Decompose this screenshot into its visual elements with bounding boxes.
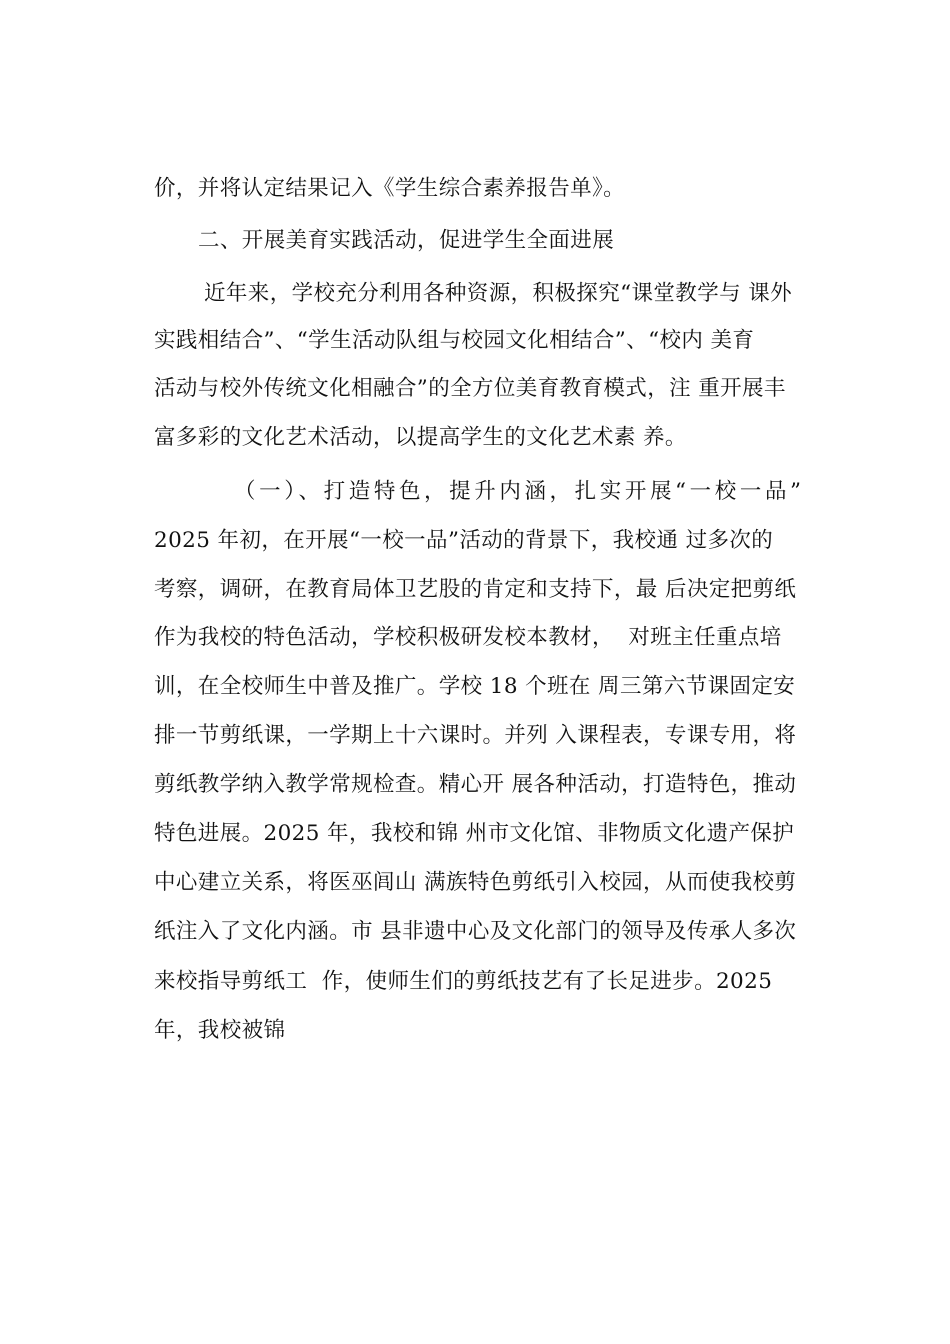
text-line: 考察，调研，在教育局体卫艺股的肯定和支持下，最 后决定把剪纸 bbox=[154, 577, 797, 602]
text-line: 作为我校的特色活动，学校积极研发校本教材， 对班主任重点培 bbox=[154, 625, 782, 650]
text-line: 排一节剪纸课，一学期上十六课时。并列 入课程表，专课专用，将 bbox=[154, 723, 797, 748]
text-line: 特色进展。2025 年，我校和锦 州市文化馆、非物质文化遗产保护 bbox=[154, 821, 795, 846]
text-line: 2025 年初，在开展“一校一品”活动的背景下，我校通 过多次的 bbox=[154, 528, 774, 553]
section-heading: 二、开展美育实践活动，促进学生全面进展 bbox=[198, 228, 615, 253]
text-line: 富多彩的文化艺术活动，以提高学生的文化艺术素 养。 bbox=[154, 425, 687, 450]
text-line: 纸注入了文化内涵。市 县非遗中心及文化部门的领导及传承人多次 bbox=[154, 919, 797, 944]
text-line: 中心建立关系，将医巫闾山 满族特色剪纸引入校园，从而使我校剪 bbox=[154, 870, 797, 895]
text-line: 价，并将认定结果记入《学生综合素养报告单》。 bbox=[154, 176, 626, 201]
text-line: 实践相结合”、“学生活动队组与校园文化相结合”、“校内 美育 bbox=[154, 328, 755, 353]
text-line: 来校指导剪纸工 作，使师生们的剪纸技艺有了长足进步。2025 bbox=[154, 969, 773, 994]
text-line: 剪纸教学纳入教学常规检查。精心开 展各种活动，打造特色，推动 bbox=[154, 772, 797, 797]
text-line: 年，我校被锦 bbox=[154, 1018, 286, 1043]
text-line: 活动与校外传统文化相融合”的全方位美育教育模式，注 重开展丰 bbox=[154, 376, 786, 401]
subsection-heading: （一）、打造特色，提升内涵，扎实开展“一校一品” bbox=[234, 479, 805, 504]
text-line: 近年来，学校充分利用各种资源，积极探究“课堂教学与 课外 bbox=[204, 281, 793, 306]
text-line: 训，在全校师生中普及推广。学校 18 个班在 周三第六节课固定安 bbox=[154, 674, 796, 699]
